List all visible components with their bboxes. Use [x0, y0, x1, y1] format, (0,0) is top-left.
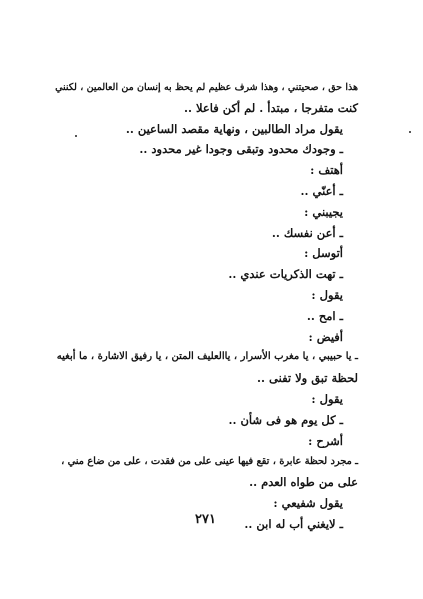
- text-line-3: يقول مراد الطالبين ، ونهاية مقصد الساعين ..: [125, 122, 343, 136]
- text-line-12: ـ امح ..: [306, 309, 343, 323]
- text-line-5: أهتف :: [310, 163, 343, 177]
- text-line-2: كنت متفرجا ، مبتدأ . لم أكن فاعلا ..: [183, 101, 358, 115]
- text-line-15: لحظة تبق ولا تفنى ..: [257, 371, 358, 385]
- text-line-19: ـ مجرد لحظة عابرة ، تقع فيها عينى على من فقدت ، على من ضاع مني ،: [61, 456, 358, 467]
- text-line-7: يجيبني :: [304, 205, 343, 219]
- print-speck: [409, 131, 411, 133]
- text-line-9: أتوسل :: [304, 246, 343, 260]
- print-speck: [75, 135, 77, 137]
- text-line-21: يقول شفيعي :: [273, 496, 343, 510]
- text-line-11: يقول :: [311, 288, 343, 302]
- page-number: ٢٧١: [195, 512, 216, 527]
- text-line-17: ـ كل يوم هو فى شأن ..: [228, 413, 343, 427]
- text-line-13: أفيض :: [308, 330, 343, 344]
- text-line-14: ـ يا حبيبي ، يا مغرب الأسرار ، ياالعليف المتن ، يا رفيق الاشارة ، ما أبغيه: [56, 351, 358, 362]
- text-line-18: أشرح :: [308, 434, 343, 448]
- text-line-16: يقول :: [311, 392, 343, 406]
- text-line-4: ـ وجودك محدود وتبقى وجودا غير محدود ..: [139, 142, 343, 156]
- text-line-6: ـ أعنّي ..: [300, 184, 343, 198]
- text-line-20: على من طواه العدم ..: [249, 475, 358, 489]
- text-line-22: ـ لايغني أب له ابن ..: [244, 517, 343, 531]
- text-line-1: هذا حق ، صحيتني ، وهذا شرف عظيم لم يحظ به إنسان من العالمين ، لكنني: [55, 82, 358, 93]
- text-line-8: ـ أعن نفسك ..: [271, 226, 343, 240]
- text-line-10: ـ تهت الذكريات عندي ..: [228, 267, 343, 281]
